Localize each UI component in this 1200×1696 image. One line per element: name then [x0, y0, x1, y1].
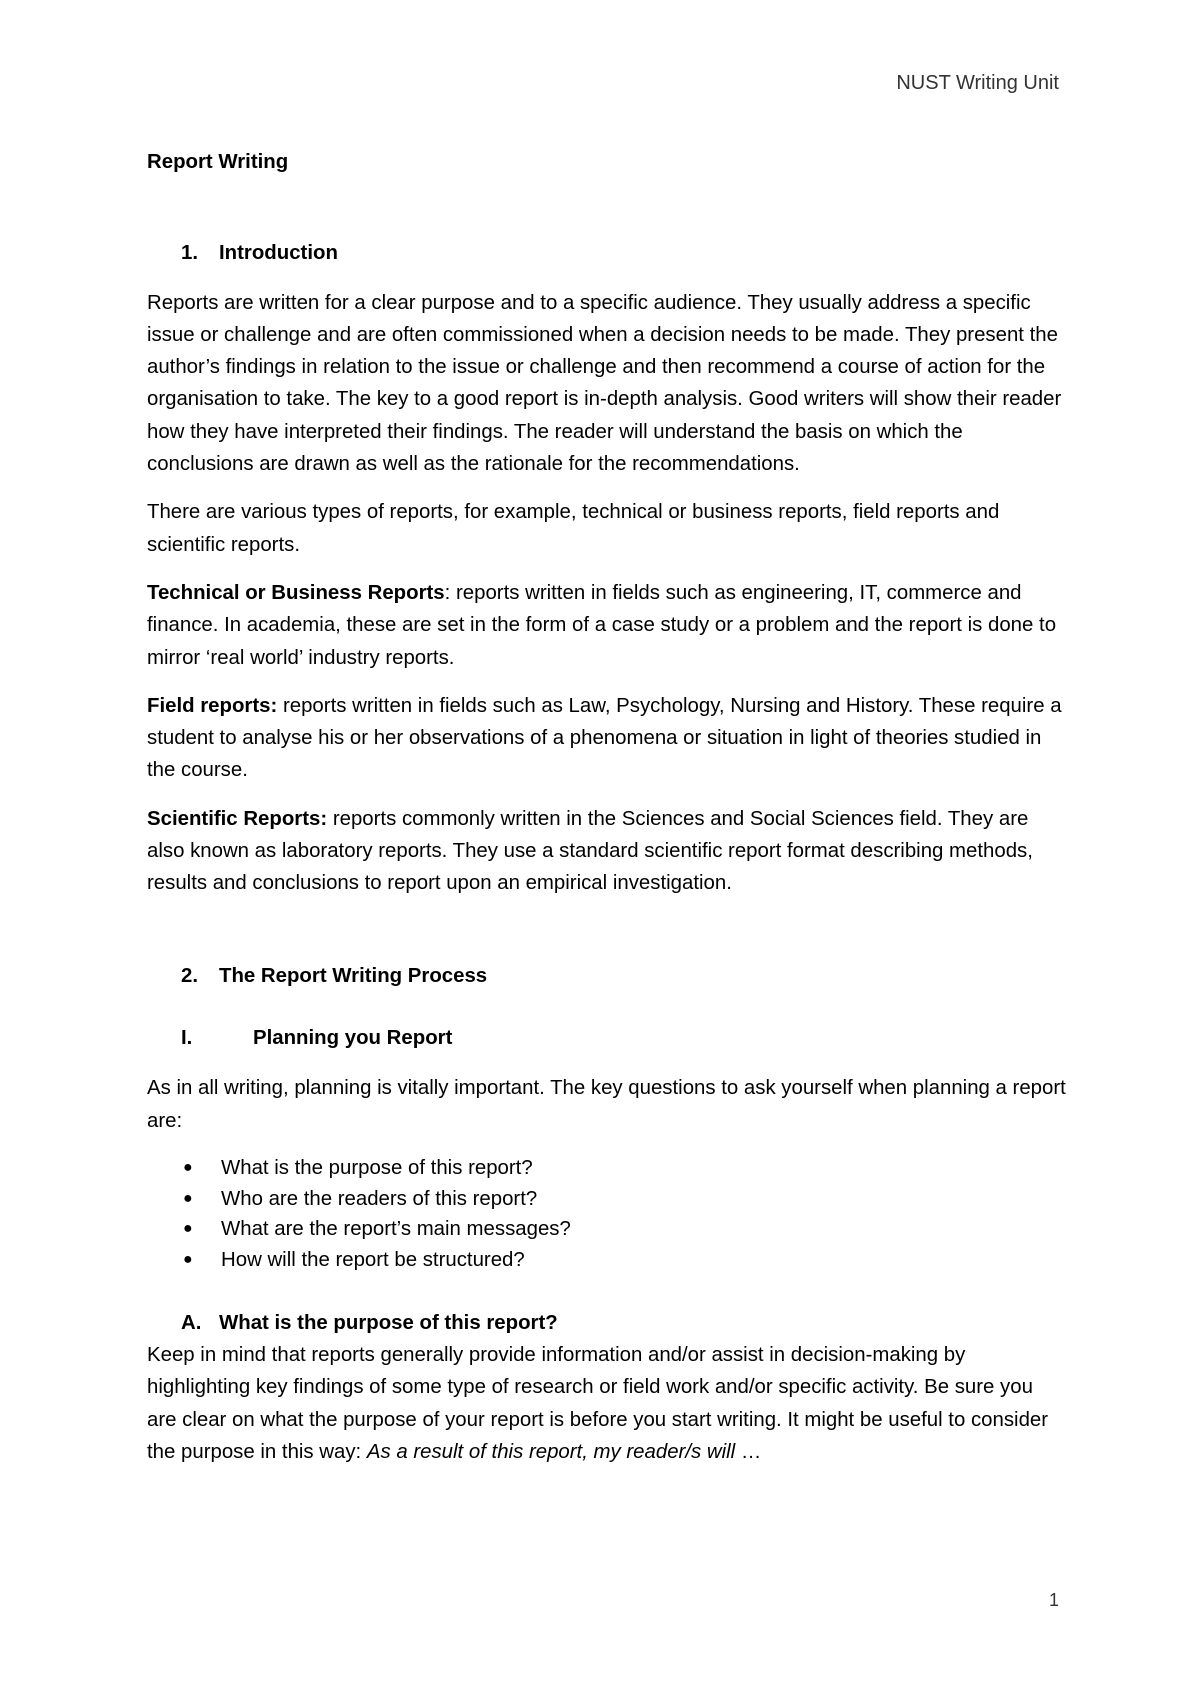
section-number: 2. [181, 964, 199, 987]
section-heading-process [147, 960, 1067, 992]
bullet-icon: ● [183, 1220, 193, 1238]
section-title: Introduction [219, 242, 338, 265]
list-item: ● Who are the readers of this report? [183, 1184, 1067, 1215]
purpose-italic-phrase: As a result of this report, my reader/s will [366, 1440, 736, 1463]
bullet-icon: ● [183, 1158, 193, 1176]
type-term: Field reports: [147, 694, 278, 717]
section-title: The Report Writing Process [219, 964, 488, 987]
type-description: : reports written in fields such as engineering, IT, commerce and finance. In academia, these are set in the form of a case study or a problem and the report is done to mirror ‘real world’ industry reports. [147, 581, 1057, 669]
bullet-icon: ● [183, 1251, 193, 1269]
subsection-heading-planning [147, 1022, 1067, 1054]
type-term: Scientific Reports: [147, 807, 328, 830]
document-title: Report Writing [147, 151, 289, 173]
section-number: 1. [181, 242, 199, 265]
type-technical-business [147, 577, 1067, 674]
subsection-title: What is the purpose of this report? [219, 1312, 558, 1335]
list-item: ● What is the purpose of this report? [183, 1153, 1067, 1184]
planning-paragraph: As in all writing, planning is vitally important. The key questions to ask yourself when planning a report are: [147, 1077, 1066, 1132]
type-field [147, 690, 1067, 787]
bullet-icon: ● [183, 1189, 193, 1207]
page-number: 1 [1048, 1590, 1059, 1610]
type-term: Technical or Business Reports [147, 581, 445, 604]
type-description: reports written in fields such as Law, Psychology, Nursing and History. These require a student to analyse his or her observations of a phenomena or situation in light of theories studied in the course. [147, 694, 1062, 782]
type-scientific [147, 803, 1067, 900]
subsection-heading-purpose [147, 1308, 1067, 1339]
intro-paragraph-2: There are various types of reports, for example, technical or business reports, field reports and scientific reports. [147, 501, 1000, 556]
type-description: reports commonly written in the Sciences and Social Sciences field. They are also known as laboratory reports. They use a standard scientific report format describing methods, results and conclusions to report upon an empirical investigation. [147, 807, 1033, 895]
list-item: ● How will the report be structured? [183, 1245, 1067, 1276]
purpose-paragraph: Keep in mind that reports generally provide information and/or assist in decision-making by highlighting key findings of some type of research or field work and/or specific activity. Be sure you are clear on what the purpose of your report is before you start writing. It might be useful to consider the purpose in this way: As a result of this report, my reader/s will … [147, 1344, 1049, 1463]
subsection-letter: A. [181, 1312, 202, 1335]
planning-questions-list [147, 1153, 1067, 1276]
list-item: ● What are the report’s main messages? [183, 1214, 1067, 1245]
document-body [147, 146, 1067, 1468]
section-heading-introduction [147, 237, 1067, 269]
intro-paragraph-1: Reports are written for a clear purpose and to a specific audience. They usually address a specific issue or challenge and are often commissioned when a decision needs to be made. They present the author’s findings in relation to the issue or challenge and then recommend a course of action for the organisation to take. The key to a good report is in-depth analysis. Good writers will show their reader how they have interpreted their findings. The reader will understand the basis on which the conclusions are drawn as well as the rationale for the recommendations. [147, 291, 1062, 476]
page-header: NUST Writing Unit [896, 72, 1059, 94]
subsection-number: I. [181, 1026, 193, 1049]
subsection-title: Planning you Report [253, 1026, 453, 1049]
